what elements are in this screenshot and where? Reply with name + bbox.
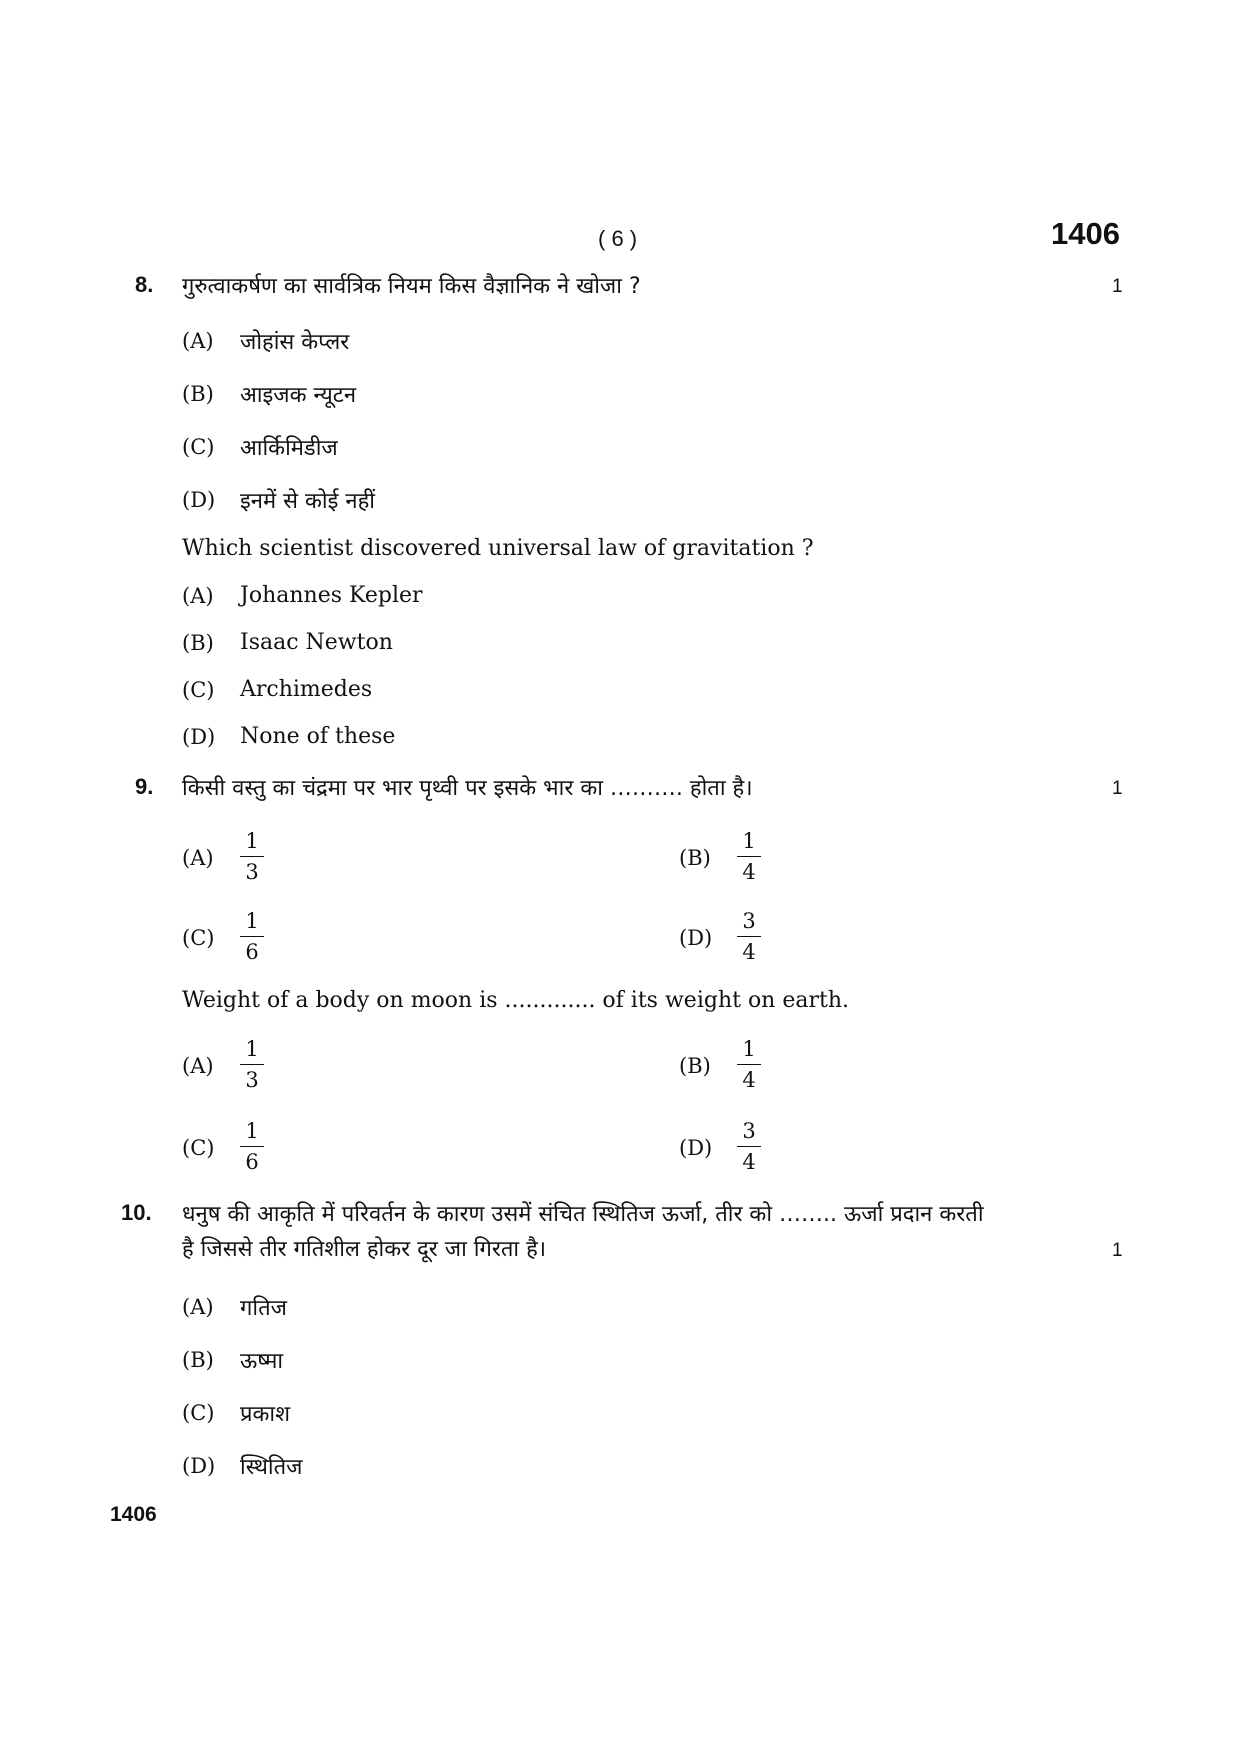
q10-option-c-label: (C) bbox=[182, 1401, 215, 1425]
fraction-numerator: 1 bbox=[245, 829, 259, 853]
q8-english-option-c-text: Archimedes bbox=[240, 677, 373, 702]
fraction-denominator: 4 bbox=[742, 940, 756, 964]
q8-hindi-option-a-text: जोहांस केप्लर bbox=[240, 330, 350, 355]
q9-hindi-option-a-fraction bbox=[240, 828, 264, 885]
q8-english-option-d-text: None of these bbox=[240, 724, 396, 749]
q10-option-c-text: प्रकाश bbox=[240, 1402, 291, 1427]
fraction-bar bbox=[240, 856, 264, 857]
q9-english-option-a-fraction bbox=[240, 1036, 264, 1093]
q10-option-a-text: गतिज bbox=[240, 1296, 287, 1321]
fraction-bar bbox=[737, 856, 761, 857]
q10-option-a-label: (A) bbox=[182, 1295, 214, 1319]
q8-english-option-b-text: Isaac Newton bbox=[240, 630, 393, 655]
fraction-numerator: 1 bbox=[245, 1037, 259, 1061]
q8-hindi-option-a-label: (A) bbox=[182, 329, 214, 353]
fraction-bar bbox=[737, 936, 761, 937]
page-number: ( 6 ) bbox=[598, 226, 638, 251]
q9-hindi-option-d-fraction bbox=[737, 908, 761, 965]
q9-english-option-b-fraction bbox=[737, 1036, 761, 1093]
q9-hindi-option-d-label: (D) bbox=[679, 926, 713, 950]
fraction-denominator: 3 bbox=[245, 1068, 259, 1092]
q8-hindi-option-d-text: इनमें से कोई नहीं bbox=[240, 489, 376, 514]
paper-code-footer: 1406 bbox=[110, 1503, 157, 1526]
q9-english-option-d-label: (D) bbox=[679, 1136, 713, 1160]
q8-hindi-option-c-label: (C) bbox=[182, 435, 215, 459]
q8-english-option-d-label: (D) bbox=[182, 725, 216, 749]
question-9-english-text: Weight of a body on moon is ............. of its weight on earth. bbox=[182, 988, 850, 1013]
q8-hindi-option-c-text: आर्किमिडीज bbox=[240, 436, 338, 461]
fraction-numerator: 1 bbox=[742, 1037, 756, 1061]
q10-option-b-label: (B) bbox=[182, 1348, 214, 1372]
question-10-marks: 1 bbox=[1112, 1240, 1123, 1261]
fraction-numerator: 3 bbox=[742, 909, 756, 933]
fraction-numerator: 1 bbox=[742, 829, 756, 853]
q9-english-option-d-fraction bbox=[737, 1118, 761, 1175]
fraction-denominator: 3 bbox=[245, 860, 259, 884]
fraction-numerator: 3 bbox=[742, 1119, 756, 1143]
fraction-denominator: 6 bbox=[245, 1150, 259, 1174]
paper-code-header: 1406 bbox=[1051, 216, 1120, 251]
fraction-bar bbox=[240, 936, 264, 937]
q8-english-option-c-label: (C) bbox=[182, 678, 215, 702]
q10-option-d-label: (D) bbox=[182, 1454, 216, 1478]
question-9-hindi-text: किसी वस्तु का चंद्रमा पर भार पृथ्वी पर इसके भार का ………. होता है। bbox=[182, 776, 753, 801]
question-9-number: 9. bbox=[135, 774, 154, 799]
fraction-denominator: 4 bbox=[742, 1150, 756, 1174]
q9-english-option-c-fraction bbox=[240, 1118, 264, 1175]
q8-english-option-b-label: (B) bbox=[182, 631, 214, 655]
question-10-hindi-line-1: धनुष की आकृति में परिवर्तन के कारण उसमें संचित स्थितिज ऊर्जा, तीर को …….. ऊर्जा प्रदान करती bbox=[182, 1202, 984, 1227]
q10-option-b-text: ऊष्मा bbox=[240, 1349, 284, 1374]
q8-english-option-a-text: Johannes Kepler bbox=[240, 583, 423, 608]
fraction-bar bbox=[240, 1064, 264, 1065]
q8-hindi-option-b-text: आइजक न्यूटन bbox=[240, 383, 357, 408]
question-9-marks: 1 bbox=[1112, 778, 1123, 799]
q9-hindi-option-c-label: (C) bbox=[182, 926, 215, 950]
fraction-denominator: 4 bbox=[742, 1068, 756, 1092]
fraction-bar bbox=[737, 1064, 761, 1065]
fraction-denominator: 6 bbox=[245, 940, 259, 964]
question-8-number: 8. bbox=[135, 272, 154, 297]
q8-english-option-a-label: (A) bbox=[182, 584, 214, 608]
q9-hindi-option-b-fraction bbox=[737, 828, 761, 885]
q8-hindi-option-d-label: (D) bbox=[182, 488, 216, 512]
q9-hindi-option-c-fraction bbox=[240, 908, 264, 965]
q10-option-d-text: स्थितिज bbox=[240, 1455, 303, 1480]
question-8-hindi-text: गुरुत्वाकर्षण का सार्वत्रिक नियम किस वैज्ञानिक ने खोजा ? bbox=[182, 274, 641, 299]
q9-hindi-option-b-label: (B) bbox=[679, 846, 711, 870]
q9-english-option-c-label: (C) bbox=[182, 1136, 215, 1160]
question-8-english-text: Which scientist discovered universal law of gravitation ? bbox=[182, 536, 814, 561]
q9-english-option-b-label: (B) bbox=[679, 1054, 711, 1078]
q9-english-option-a-label: (A) bbox=[182, 1054, 214, 1078]
question-10-hindi-line-2: है जिससे तीर गतिशील होकर दूर जा गिरता है। bbox=[182, 1237, 547, 1262]
q9-hindi-option-a-label: (A) bbox=[182, 846, 214, 870]
question-10-number: 10. bbox=[121, 1200, 152, 1225]
fraction-bar bbox=[737, 1146, 761, 1147]
fraction-denominator: 4 bbox=[742, 860, 756, 884]
fraction-numerator: 1 bbox=[245, 909, 259, 933]
q8-hindi-option-b-label: (B) bbox=[182, 382, 214, 406]
question-8-marks: 1 bbox=[1112, 276, 1123, 297]
fraction-bar bbox=[240, 1146, 264, 1147]
fraction-numerator: 1 bbox=[245, 1119, 259, 1143]
